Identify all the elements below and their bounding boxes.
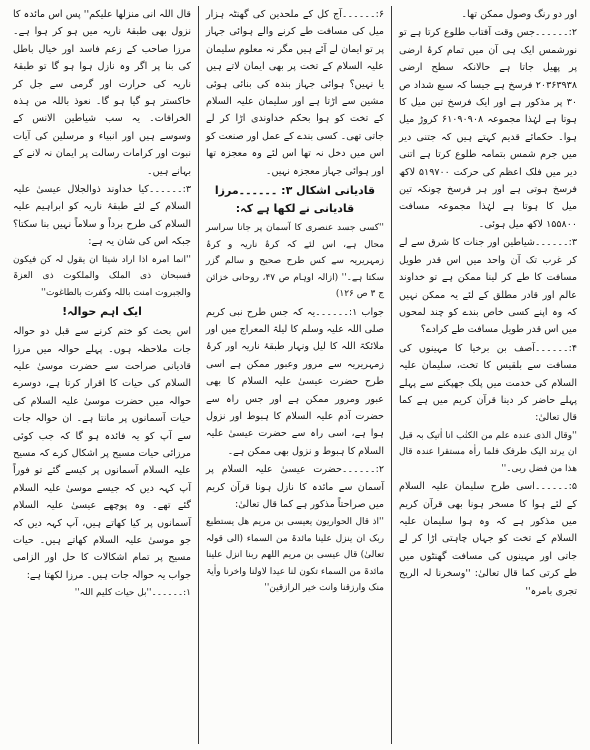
paragraph: اور دو رنگ وصول ممکن تھا۔ [461, 9, 577, 20]
quotation: ''وقال الذی عندہ علم من الکتٰب انا اٰتیک بہ قبل ان یرتد الیک طرفک فلما راٰہ مستقرا عندہ قال ھذا من فضل ربی۔'' [399, 430, 577, 474]
paragraph: اس بحث کو ختم کرنے سے قبل دو حوالہ جات ملاحظہ ہوں۔ پہلے حوالہ میں مرزا قادیانی صراحت سے حضرت موسیٰ علیہ السلام کی حیات کا اقرار کرتا ہے، دوسرے حوالہ میں حضرت موسیٰ علیہ السلام کی حیات آسمانوں پر مانتا ہے۔ ان حوالہ جات سے آپ کو یہ فائدہ ہو گا کہ جب کوئی مرزائی حیات مسیح پر اشکال کرے کہ مسیح علیہ السلام آسمانوں پر کیسے گئے تو فوراً آپ کہہ دیں کہ جیسے موسیٰ علیہ السلام گئے تھے۔ وہ پوچھے عیسیٰ علیہ السلام آسمانوں پر کیا کھاتے ہیں، آپ کہہ دیں کہ جو موسیٰ علیہ السلام کھاتے ہیں۔ حیات مسیح پر تمام اشکالات کا حل اور الزامی جواب یہ حوالہ جات ہیں۔ مرزا لکھتا ہے: [13, 326, 191, 581]
column-left [6, 6, 199, 744]
paragraph: ۴:۔۔۔۔۔۔آصف بن برخیا کا مہینوں کی مسافت سے بلقیس کا تخت، سلیمان علیہ السلام کی خدمت میں پلک جھپکنے سے پہلے پہلے حاضر کر دینا قرآن کریم میں ہے کما قال تعالیٰ: [399, 342, 577, 424]
paragraph: ۲:۔۔۔۔۔۔جس وقت آفتاب طلوع کرتا ہے تو نورشمس ایک ہی آن میں تمام کرۂ ارضی پر پھیل جاتا ہے حالانکہ سطح ارضی ۲۰۳۶۳۹۳۸ فرسخ ہے جیسا کہ سبع شداد ص ۳۰ پر مذکور ہے اور ایک فرسخ تین میل کا ہوتا ہے لہٰذا مجموعہ ۶۱۰۹۰۹۰۸ کروڑ میل ہوا۔ حکمائے قدیم کہتے ہیں کہ جتنی دیر میں جرم شمس بتمامہ طلوع کرتا ہے اتنی دیر میں فلک اعظم کی حرکت ۵۱۹۷۰۰ لاکھ فرسخ ہوتی ہے اور ہر فرسخ چونکہ تین میل کا ہوتا ہے لہٰذا مجموعہ مسافت ۱۵۵۸۰۰ لاکھ میل ہوئی۔ [399, 27, 577, 230]
paragraph: قال اللہ انی منزلھا علیکم'' پس اس مائدہ کا نزول بھی طبقۂ ناریہ میں ہو کر ہوا ہے۔ مرزا صاحب کے زعم فاسد اور خیال باطل کی بنا پر اگر وہ نازل ہوا ہو گا تو طبقۂ ناریہ کی حرارت اور گرمی سے جل کر خاکستر ہو گیا ہو گا۔ نعوذ باللہ من ہذہ الخرافات۔ یہ سب شیاطین الانس کے وسوسے ہیں اور انبیاء و مرسلین کی آیات نبوت اور کرامات رسالت پر ایمان نہ لانے کے بہانے ہیں۔ [13, 9, 191, 177]
section-heading: ایک اہم حوالہ! [62, 305, 142, 319]
column-middle [199, 6, 392, 744]
paragraph: جواب ۱:۔۔۔۔۔۔یہ کہ جس طرح نبی کریم صلی اللہ علیہ وسلم کا لیلۃ المعراج میں اور ملائکۃ اللہ کا لیل ونہار طبقۂ ناریہ اور کرۂ زمہریریہ سے مرور وعبور ممکن ہے اسی طرح حضرت عیسیٰ علیہ السلام کا بھی عبور ومرور ممکن ہے اور جس راہ سے حضرت آدم علیہ السلام کا ہبوط اور نزول ہوا ہے، اسی راہ سے حضرت عیسیٰ علیہ السلام کا ہبوط و نزول بھی ممکن ہے۔ [206, 306, 384, 457]
column-right [392, 6, 584, 744]
text-columns [6, 6, 584, 744]
arabic-quotation: ''اذ قال الحواریون یعیسی بن مریم ھل یستطیع ربک ان ینزل علینا مائدۃ من السماء (الی قولہ تعالیٰ) قال عیسی بن مریم اللھم ربنا انزل علینا مائدۃ من السماء تکون لنا عیدا لاولنا واخرنا واٰیۃ منک وارزقنا وانت خیر الرازقین'' [206, 517, 384, 594]
quotation: ۱:۔۔۔۔۔۔''بل حیات کلیم اللہ'' [74, 588, 191, 599]
paragraph: ۶:۔۔۔۔۔۔آج کل کے ملحدین کی گھنٹہ ہزار میل کی مسافت طے کرنے والے ہوائی جہاز پر تو ایمان لے آئے ہیں مگر نہ معلوم سلیمان علیہ السلام کے تخت پر بھی ایمان لاتے ہیں یا نہیں؟ ہوائی جہاز بندہ کی بنائی ہوئی مشین سے اڑتا ہے اور سلیمان علیہ السلام کے تخت کو ہوا بحکم خداوندی اڑا کر لے جاتی تھی۔ کسی بندے کے عمل اور صنعت کو اس میں دخل نہ تھا اس لئے وہ معجزہ تھا اور ہوائی جہاز معجزہ نہیں۔ [206, 9, 384, 177]
paragraph: ۳:۔۔۔۔۔۔شیاطین اور جنات کا شرق سے لے کر غرب تک آن واحد میں اس قدر طویل مسافت کا طے کر لینا ممکن ہے تو خداوند عالم اور قادر مطلق کے لئے یہ ممکن نہیں کہ وہ اپنے کسی خاص بندے کو چند لمحوں میں اس قدر طویل مسافت طے کرادے؟ [399, 237, 577, 336]
quotation: ''انما امرہ اذا اراد شیئا ان یقول لہ کن فیکون فسبحان ذی الملک والملکوت ذی العزۃ والجبروت امنت باللہ وکفرت بالطاغوت'' [13, 254, 191, 298]
paragraph: ۳:۔۔۔۔۔۔کیا خداوند ذوالجلال عیسیٰ علیہ السلام کے لئے طبقۂ ناریہ کو ابراہیم علیہ السلام کی طرح برداً و سلاماً نہیں بنا سکتا؟ جبکہ اس کی شان یہ ہے: [13, 184, 191, 248]
quotation: ''کسی جسد عنصری کا آسمان پر جانا سراسر محال ہے، اس لئے کہ کرۂ ناریہ و کرۂ زمہریریہ سے کس طرح صحیح و سالم گزر سکتا ہے۔'' (ازالہ اوہام ص ۴۷، روحانی خزائن ج ۳ ص ۱۲۶) [206, 223, 384, 300]
paragraph: ۲:۔۔۔۔۔۔حضرت عیسیٰ علیہ السلام پر آسمان سے مائدہ کا نازل ہونا قرآن کریم میں صراحتاً مذکور ہے کما قال تعالیٰ: [206, 464, 384, 511]
section-heading: قادیانی اشکال ۳: ۔۔۔۔۔۔مرزا قادیانی نے لکھا ہے کہ: [214, 184, 376, 216]
paragraph: ۵:۔۔۔۔۔۔اسی طرح سلیمان علیہ السلام کے لئے ہوا کا مسخر ہونا بھی قرآن کریم میں مذکور ہے کہ وہ ہوا سلیمان علیہ السلام کے تخت کو جہاں چاہتی اڑا کر لے جاتی اور مہینوں کی مسافت گھنٹوں میں طے کرتی کما قال تعالیٰ: ''وسخرنا لہ الریح تجری بامرہ'' [399, 481, 577, 597]
